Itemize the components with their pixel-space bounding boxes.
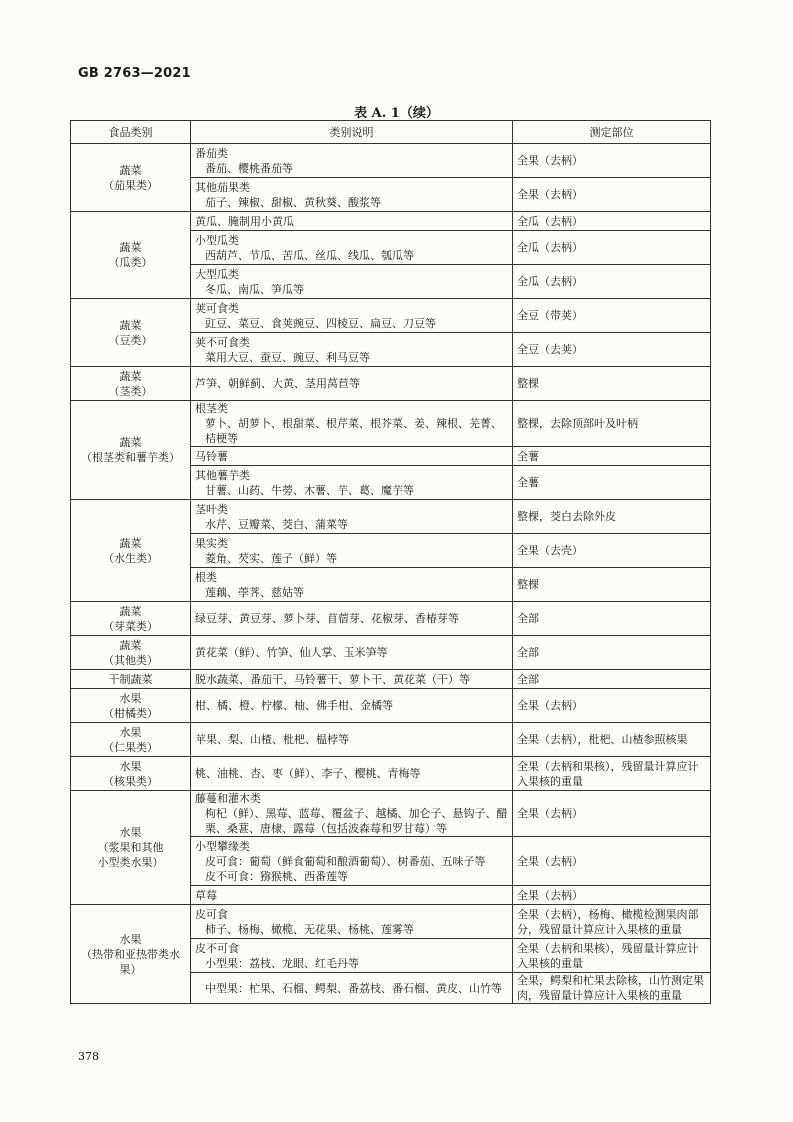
table-row — [71, 757, 711, 791]
page-number: 378 — [78, 1050, 99, 1063]
column-header: 测定部位 — [513, 121, 711, 144]
food-category-cell — [71, 144, 191, 212]
subcategory-heading: 皮可食 — [195, 907, 228, 921]
category-description-cell — [191, 757, 513, 791]
measured-part-cell: 全部 — [513, 602, 711, 636]
measured-part-cell: 全果（去柄） — [513, 689, 711, 723]
food-category-label: 蔬菜 — [119, 604, 142, 618]
column-header: 类别说明 — [191, 121, 513, 144]
food-category-label: 水果 — [119, 725, 142, 739]
subcategory-heading: 番茄类 — [195, 146, 228, 160]
food-category-label: 蔬菜 — [119, 163, 142, 177]
measured-part-cell: 全瓜（去柄） — [513, 265, 711, 299]
example-list: 莲藕、荸荠、慈姑等 — [205, 585, 304, 599]
category-description-cell — [191, 568, 513, 602]
category-description-cell — [191, 333, 513, 367]
table-row — [71, 723, 711, 757]
subcategory-heading: 荚不可食类 — [195, 335, 250, 349]
example-list: 皮可食：葡萄（鲜食葡萄和酿酒葡萄）、树番茄、五味子等 — [205, 854, 486, 868]
food-category-cell — [71, 757, 191, 791]
measured-part-cell: 全瓜（去柄） — [513, 212, 711, 231]
measured-part-cell: 整棵 — [513, 568, 711, 602]
subcategory-heading: 藤蔓和灌木类 — [195, 792, 261, 805]
table-row — [71, 401, 711, 447]
example-list: 小型果：荔枝、龙眼、红毛丹等 — [205, 956, 359, 970]
measured-part-cell: 全果（去柄） — [513, 144, 711, 178]
food-category-label: （瓜类） — [108, 256, 153, 269]
table-row — [71, 367, 711, 401]
category-description-cell — [191, 973, 513, 1004]
example-list: 冬瓜、南瓜、笋瓜等 — [205, 282, 304, 296]
subcategory-heading: 马铃薯 — [195, 449, 228, 463]
food-category-label: 蔬菜 — [119, 536, 142, 550]
food-category-cell — [71, 689, 191, 723]
category-description-cell — [191, 299, 513, 333]
food-category-label: （根茎类和薯芋类） — [81, 451, 180, 464]
table-row — [71, 791, 711, 837]
measured-part-cell: 全果（去柄和果核），残留量计算应计入果核的重量 — [513, 939, 711, 973]
measured-part-cell: 整棵，茭白去除外皮 — [513, 500, 711, 534]
subcategory-heading: 柑、橘、橙、柠檬、柚、佛手柑、金橘等 — [195, 699, 393, 712]
category-description-cell — [191, 791, 513, 837]
subcategory-heading: 皮不可食 — [195, 941, 239, 955]
category-description-cell — [191, 837, 513, 886]
table-caption: 表 A. 1（续） — [354, 106, 439, 121]
subcategory-heading: 茎叶类 — [195, 502, 228, 516]
food-category-label: （芽菜类） — [103, 619, 158, 633]
subcategory-heading: 其他茄果类 — [195, 180, 250, 194]
table-row — [71, 905, 711, 939]
food-category-cell — [71, 299, 191, 367]
measured-part-cell: 整棵 — [513, 367, 711, 401]
table-row — [71, 689, 711, 723]
category-description-cell — [191, 367, 513, 401]
food-category-label: （热带和亚热带类水果） — [81, 947, 180, 976]
example-list: 番茄、樱桃番茄等 — [205, 161, 293, 175]
food-category-cell — [71, 670, 191, 689]
category-description-cell — [191, 500, 513, 534]
example-list: 甘薯、山药、牛蒡、木薯、芋、葛、魔芋等 — [205, 483, 414, 497]
example-list: 柿子、杨梅、橄榄、无花果、杨桃、莲雾等 — [205, 922, 414, 936]
table-row — [71, 212, 711, 231]
food-category-cell — [71, 602, 191, 636]
example-list: 豇豆、菜豆、食荚豌豆、四棱豆、扁豆、刀豆等 — [205, 316, 436, 330]
subcategory-heading: 小型瓜类 — [195, 233, 239, 247]
table-row — [71, 299, 711, 333]
measured-part-cell: 全部 — [513, 670, 711, 689]
food-category-label: （浆果和其他 — [97, 841, 164, 854]
food-category-cell — [71, 723, 191, 757]
table-row — [71, 602, 711, 636]
measured-part-cell: 整棵，去除顶部叶及叶柄 — [513, 401, 711, 447]
category-description-cell — [191, 723, 513, 757]
subcategory-heading: 芦笋、朝鲜蓟、大黄、茎用莴苣等 — [195, 377, 360, 390]
measured-part-cell: 全果（去壳） — [513, 534, 711, 568]
example-list: 水芹、豆瓣菜、茭白、蒲菜等 — [205, 517, 348, 531]
food-category-label: 小型类水果） — [97, 856, 164, 869]
measured-part-cell: 全果，鳄梨和杧果去除核，山竹测定果肉，残留量计算应计入果核的重量 — [513, 973, 711, 1004]
category-description-cell — [191, 689, 513, 723]
food-category-cell — [71, 636, 191, 670]
food-category-cell — [71, 401, 191, 500]
subcategory-heading: 绿豆芽、黄豆芽、萝卜芽、苜蓿芽、花椒芽、香椿芽等 — [195, 612, 459, 625]
food-category-label: （茄果类） — [103, 178, 158, 192]
category-description-cell — [191, 178, 513, 212]
example-list: 茄子、辣椒、甜椒、黄秋葵、酸浆等 — [205, 195, 381, 209]
subcategory-heading: 桃、油桃、杏、枣（鲜）、李子、樱桃、青梅等 — [195, 767, 421, 780]
subcategory-heading: 其他薯芋类 — [195, 468, 250, 482]
category-description-cell — [191, 602, 513, 636]
food-category-cell — [71, 367, 191, 401]
food-category-cell — [71, 212, 191, 299]
food-category-label: 蔬菜 — [119, 241, 142, 254]
subcategory-heading: 荚可食类 — [195, 301, 239, 315]
example-list: 菱角、芡实、莲子（鲜）等 — [205, 551, 337, 565]
measured-part-cell: 全果（去柄） — [513, 837, 711, 886]
measured-part-cell: 全部 — [513, 636, 711, 670]
food-category-cell — [71, 500, 191, 602]
table-row — [71, 144, 711, 178]
measured-part-cell: 全果（去柄和果核），残留量计算应计入果核的重量 — [513, 757, 711, 791]
example-list: 枸杞（鲜）、黑莓、蓝莓、覆盆子、越橘、加仑子、悬钩子、醋栗、桑葚、唐棣、露莓（包括波森莓和罗甘莓）等 — [205, 807, 508, 835]
table-header-row — [71, 121, 711, 144]
food-category-label: 蔬菜 — [119, 436, 142, 449]
measured-part-cell: 全果（去柄） — [513, 886, 711, 905]
measured-part-cell: 全果（去柄），杨梅、橄榄检测果肉部分，残留量计算应计入果核的重量 — [513, 905, 711, 939]
category-description-cell — [191, 534, 513, 568]
food-category-label: （豆类） — [108, 333, 153, 347]
category-description-cell — [191, 886, 513, 905]
category-description-cell — [191, 231, 513, 265]
subcategory-heading: 根类 — [195, 570, 217, 584]
subcategory-heading: 苹果、梨、山楂、枇杷、榅桲等 — [195, 733, 349, 746]
category-description-cell — [191, 447, 513, 466]
subcategory-heading: 根茎类 — [195, 402, 228, 415]
table-row — [71, 636, 711, 670]
subcategory-heading: 小型攀缘类 — [195, 839, 250, 853]
food-category-label: 水果 — [119, 759, 142, 773]
category-description-cell — [191, 905, 513, 939]
subcategory-heading: 大型瓜类 — [195, 267, 239, 281]
example-list: 萝卜、胡萝卜、根甜菜、根芹菜、根芥菜、姜、辣根、芜菁、桔梗等 — [205, 417, 502, 445]
measured-part-cell: 全豆（去荚） — [513, 333, 711, 367]
example-list: 西葫芦、节瓜、苦瓜、丝瓜、线瓜、瓠瓜等 — [205, 248, 414, 262]
category-description-cell — [191, 265, 513, 299]
measured-part-cell: 全果（去柄） — [513, 791, 711, 837]
residue-table — [70, 120, 711, 1004]
example-list: 皮不可食：猕猴桃、西番莲等 — [205, 869, 348, 883]
category-description-cell — [191, 670, 513, 689]
subcategory-heading: 黄瓜、腌制用小黄瓜 — [195, 214, 294, 228]
food-category-label: 蔬菜 — [119, 638, 142, 652]
measured-part-cell: 全薯 — [513, 447, 711, 466]
measured-part-cell: 全瓜（去柄） — [513, 231, 711, 265]
food-category-cell — [71, 905, 191, 1004]
food-category-label: 水果 — [119, 691, 142, 705]
table-row — [71, 500, 711, 534]
category-description-cell — [191, 401, 513, 447]
food-category-label: 蔬菜 — [119, 318, 142, 332]
subcategory-heading: 黄花菜（鲜）、竹笋、仙人掌、玉米笋等 — [195, 646, 388, 659]
standard-number: GB 2763—2021 — [78, 66, 191, 81]
subcategory-heading: 脱水蔬菜、番茄干、马铃薯干、萝卜干、黄花菜（干）等 — [195, 672, 470, 686]
food-category-label: （核果类） — [103, 774, 158, 788]
food-category-label: （仁果类） — [103, 740, 158, 754]
category-description-cell — [191, 212, 513, 231]
food-category-label: 干制蔬菜 — [108, 672, 153, 686]
measured-part-cell: 全果（去柄） — [513, 178, 711, 212]
category-description-cell — [191, 466, 513, 500]
food-category-label: 水果 — [119, 826, 142, 839]
subcategory-heading: 草莓 — [195, 888, 217, 902]
food-category-label: （水生类） — [103, 551, 158, 565]
food-category-label: 水果 — [119, 932, 142, 946]
table-body — [71, 144, 711, 1004]
subcategory-heading: 果实类 — [195, 536, 228, 550]
measured-part-cell: 全豆（带荚） — [513, 299, 711, 333]
example-list: 中型果：杧果、石榴、鳄梨、番荔枝、番石榴、黄皮、山竹等 — [205, 981, 502, 995]
column-header: 食品类别 — [71, 121, 191, 144]
food-category-label: （茎类） — [108, 384, 153, 398]
category-description-cell — [191, 939, 513, 973]
category-description-cell — [191, 636, 513, 670]
food-category-label: （其他类） — [103, 653, 158, 667]
measured-part-cell: 全薯 — [513, 466, 711, 500]
table-row — [71, 670, 711, 689]
example-list: 菜用大豆、蚕豆、豌豆、利马豆等 — [205, 350, 370, 364]
food-category-label: （柑橘类） — [103, 706, 158, 720]
category-description-cell — [191, 144, 513, 178]
food-category-cell — [71, 791, 191, 905]
measured-part-cell: 全果（去柄），枇杷、山楂参照核果 — [513, 723, 711, 757]
food-category-label: 蔬菜 — [119, 369, 142, 383]
